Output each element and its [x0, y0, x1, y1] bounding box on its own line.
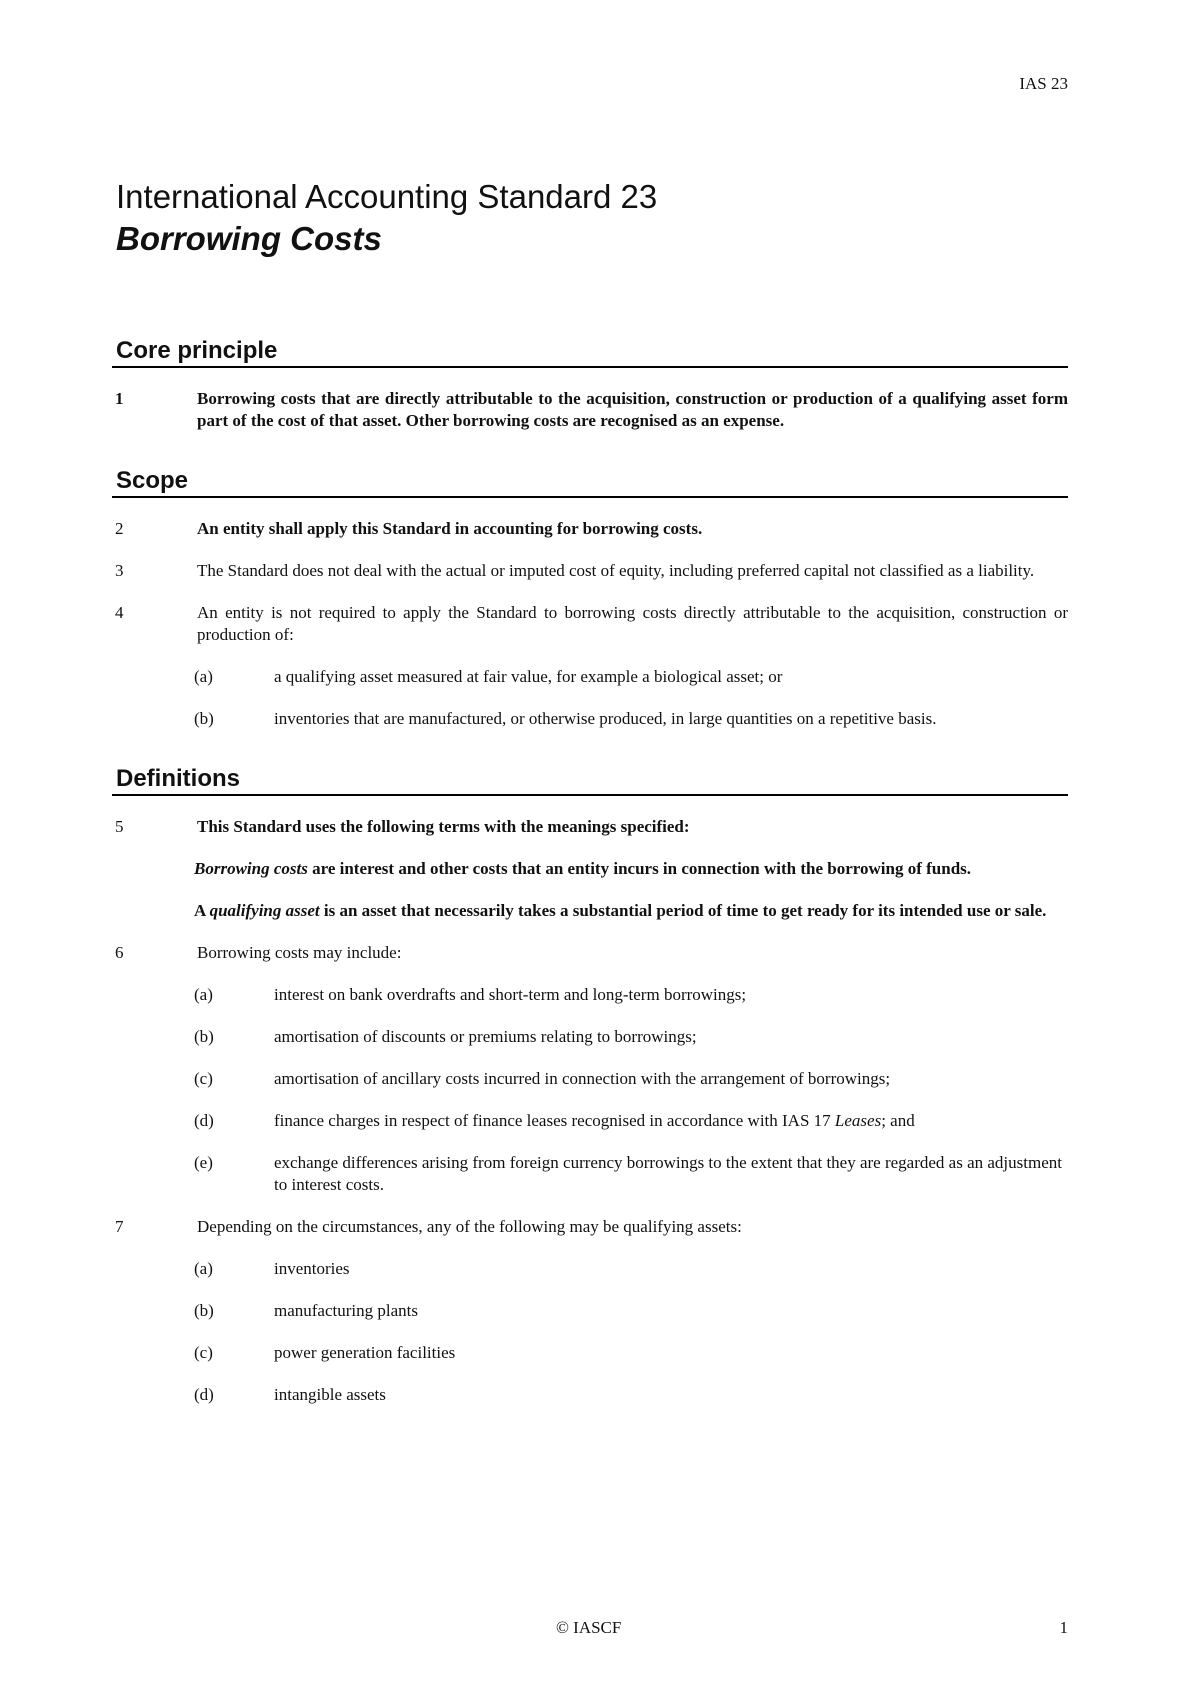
- definition-text: are interest and other costs that an entity incurs in connection with the borrowing of funds.: [307, 859, 972, 878]
- list-item-text: inventories that are manufactured, or otherwise produced, in large quantities on a repetitive basis.: [274, 709, 937, 728]
- footer-page-number: 1: [1059, 1618, 1068, 1637]
- list-item-text: intangible assets: [274, 1385, 386, 1404]
- title-subtitle: Borrowing Costs: [116, 220, 382, 257]
- list-item-text: amortisation of discounts or premiums relating to borrowings;: [274, 1027, 697, 1046]
- paragraph-text: The Standard does not deal with the actual or imputed cost of equity, including preferred capital not classified as a liability.: [197, 561, 1035, 580]
- paragraph-2: [112, 518, 1068, 540]
- list-item: [194, 666, 1068, 688]
- paragraph-number: 4: [115, 603, 124, 622]
- list-item: [194, 1258, 1068, 1280]
- list-item: [194, 1152, 1068, 1196]
- list-item-letter: (b): [194, 709, 214, 728]
- list-item-letter: (e): [194, 1153, 213, 1172]
- section-heading-definitions: Definitions: [112, 764, 1068, 796]
- defined-term: Borrowing costs: [194, 859, 308, 878]
- definition-text: is an asset that necessarily takes a substantial period of time to get ready for its intended use or sale.: [319, 901, 1047, 920]
- paragraph-number: 5: [115, 817, 124, 836]
- list-item: [194, 708, 1068, 730]
- list-item: [194, 1068, 1068, 1090]
- list-item-text-post: ; and: [881, 1111, 915, 1130]
- list-item-letter: (c): [194, 1069, 213, 1088]
- paragraph-3: [112, 560, 1068, 582]
- defined-term: qualifying asset: [209, 901, 320, 920]
- standard-title: Leases: [834, 1111, 882, 1130]
- list-item-text: interest on bank overdrafts and short-term and long-term borrowings;: [274, 985, 747, 1004]
- paragraph-text: Depending on the circumstances, any of the following may be qualifying assets:: [197, 1217, 742, 1236]
- list-item-text-pre: finance charges in respect of finance leases recognised in accordance with IAS 17: [274, 1111, 835, 1130]
- document-body: [112, 336, 1068, 1426]
- paragraph-text: An entity shall apply this Standard in accounting for borrowing costs.: [197, 519, 703, 538]
- list-item-letter: (d): [194, 1111, 214, 1130]
- document-title: [116, 176, 657, 260]
- definition-qualifying-asset: [194, 900, 1068, 922]
- list-item-letter: (d): [194, 1385, 214, 1404]
- list-item-text: manufacturing plants: [274, 1301, 418, 1320]
- paragraph-6: [112, 942, 1068, 964]
- paragraph-number: 3: [115, 561, 124, 580]
- list-item-letter: (c): [194, 1343, 213, 1362]
- list-item: [194, 1300, 1068, 1322]
- paragraph-number: 6: [115, 943, 124, 962]
- list-item-text: power generation facilities: [274, 1343, 456, 1362]
- title-main: International Accounting Standard 23: [116, 178, 658, 215]
- definition-borrowing-costs: [194, 858, 1068, 880]
- paragraph-number: 2: [115, 519, 124, 538]
- list-item: [194, 1110, 1068, 1132]
- list-item: [194, 984, 1068, 1006]
- list-item-letter: (a): [194, 985, 213, 1004]
- paragraph-text: Borrowing costs may include:: [197, 943, 402, 962]
- paragraph-4: [112, 602, 1068, 646]
- paragraph-5: [112, 816, 1068, 838]
- list-item: [194, 1342, 1068, 1364]
- list-item-letter: (b): [194, 1301, 214, 1320]
- list-item: [194, 1026, 1068, 1048]
- paragraph-1: [112, 388, 1068, 432]
- paragraph-number: 7: [115, 1217, 124, 1236]
- list-item-text: a qualifying asset measured at fair value, for example a biological asset; or: [274, 667, 783, 686]
- list-item-text: exchange differences arising from foreign currency borrowings to the extent that they are regarded as an adjustment to interest costs.: [274, 1153, 1062, 1194]
- paragraph-number: 1: [115, 389, 124, 408]
- definition-prefix: A: [194, 901, 210, 920]
- section-heading-core-principle: Core principle: [112, 336, 1068, 368]
- list-item-text: amortisation of ancillary costs incurred in connection with the arrangement of borrowings;: [274, 1069, 891, 1088]
- page-header-code: IAS 23: [1019, 74, 1068, 93]
- paragraph-text: An entity is not required to apply the Standard to borrowing costs directly attributable to the acquisition, construction or production of:: [197, 603, 1068, 644]
- list-item-letter: (a): [194, 1259, 213, 1278]
- section-heading-scope: Scope: [112, 466, 1068, 498]
- list-item: [194, 1384, 1068, 1406]
- list-item-letter: (b): [194, 1027, 214, 1046]
- paragraph-text: This Standard uses the following terms with the meanings specified:: [197, 817, 690, 836]
- paragraph-7: [112, 1216, 1068, 1238]
- list-item-text: [274, 1110, 1068, 1132]
- list-item-letter: (a): [194, 667, 213, 686]
- footer-copyright: © IASCF: [556, 1618, 622, 1637]
- list-item-text: inventories: [274, 1259, 350, 1278]
- paragraph-text: Borrowing costs that are directly attributable to the acquisition, construction or production of a qualifying asset form part of the cost of that asset. Other borrowing costs are recognised as an expense.: [197, 389, 1068, 430]
